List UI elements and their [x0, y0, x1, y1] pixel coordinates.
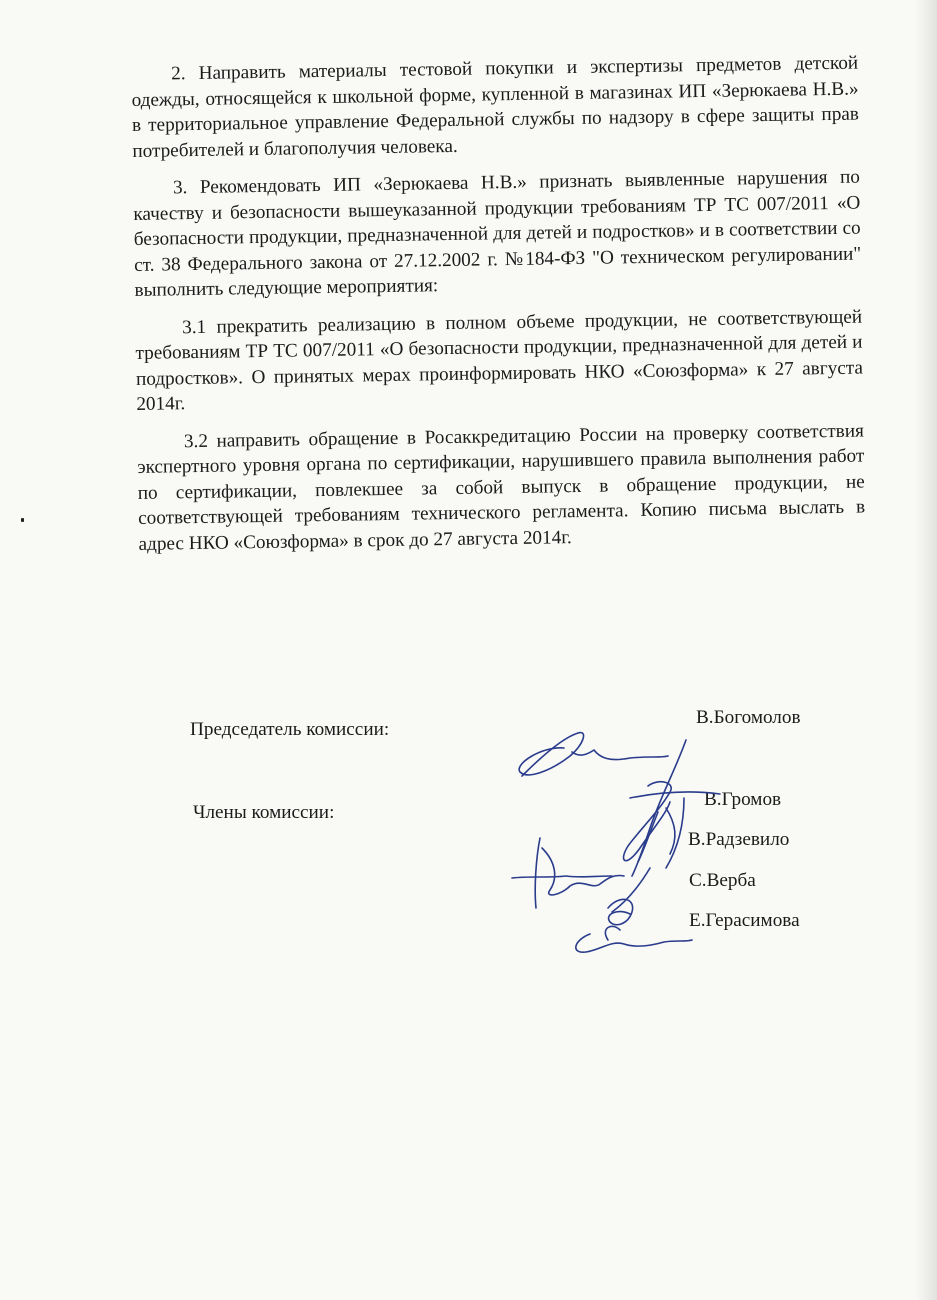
chairman-label: Председатель комиссии:	[190, 719, 390, 740]
scan-speck	[21, 518, 24, 522]
document-body	[131, 51, 866, 569]
handwritten-signatures	[500, 728, 800, 973]
chairman-name: В.Богомолов	[696, 707, 801, 728]
member-name-1: В.Громов	[704, 789, 782, 810]
member-name-3: С.Верба	[689, 870, 756, 891]
members-label: Члены комиссии:	[193, 802, 335, 823]
member-name-2: В.Радзевило	[688, 829, 790, 850]
paragraph-2: 2. Направить материалы тестовой покупки и экспертизы предметов детской одежды, относящейся к школьной форме, купленной в магазинах ИП «Зерюкаева Н.В.» в территориальное управление Федеральной службы по надзору в сфере защиты прав потребителей и благополучия человека.	[131, 52, 860, 162]
paragraph-3-2: 3.2 направить обращение в Росаккредитацию России на проверку соответствия экспертного уровня органа по сертификации, нарушившего правила выполнения работ по сертификации, повлекшее за собой выпуск в обращение продукции, не соответствующей требованиям технического регламента. Копию письма выслать в адрес НКО «Союзформа» в срок до 27 августа 2014г.	[137, 420, 866, 555]
member-name-4: Е.Герасимова	[689, 910, 800, 931]
page-edge-shadow	[915, 0, 937, 1300]
paragraph-3-1: 3.1 прекратить реализацию в полном объеме продукции, не соответствующей требованиям ТР ТС 007/2011 «О безопасности продукции, предназначенной для детей и подростков». О принятых мерах проинформировать НКО «Союзформа» к 27 августа 2014г.	[135, 306, 864, 415]
paragraph-3: 3. Рекомендовать ИП «Зерюкаева Н.В.» признать выявленные нарушения по качеству и безопасности вышеуказанной продукции требованиям ТР ТС 007/2011 «О безопасности продукции, предназначенной для детей и подростков» и в соответствии со ст. 38 Федерального закона от 27.12.2002 г. №184-ФЗ "О техническом регулировании" выполнить следующие мероприятия:	[133, 166, 862, 301]
